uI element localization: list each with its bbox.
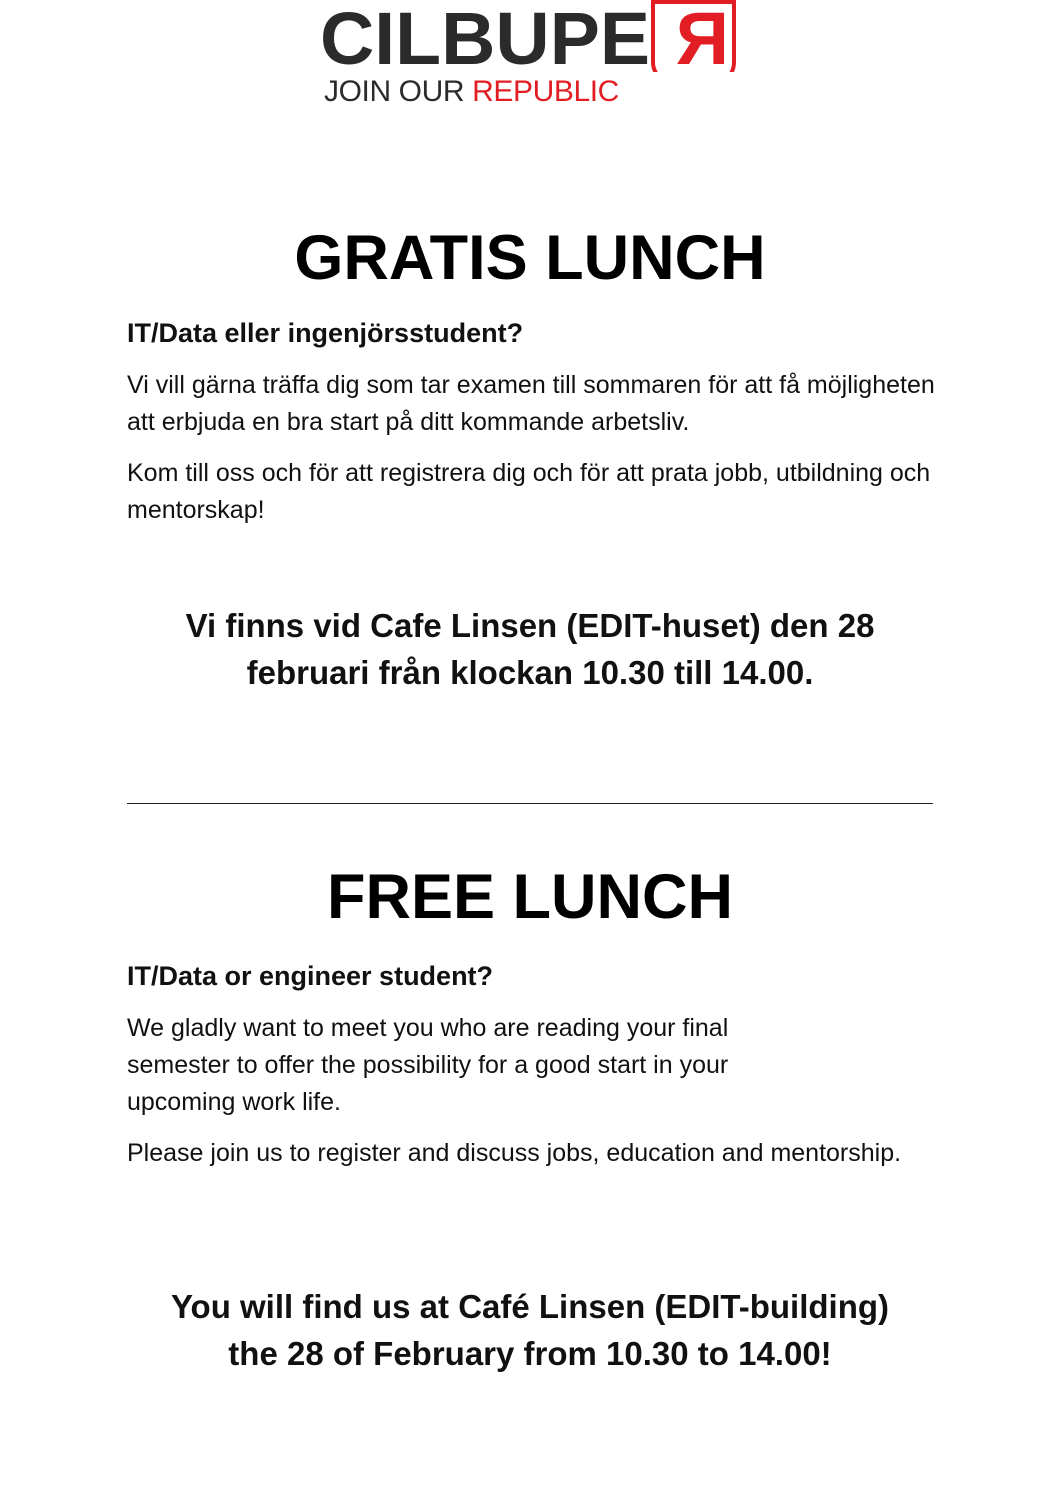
- swedish-heading: GRATIS LUNCH: [294, 223, 766, 293]
- tagline-prefix: JOIN OUR: [324, 75, 473, 108]
- english-paragraph-1-line-2: semester to offer the possibility for a good start in your: [127, 1051, 729, 1079]
- english-paragraph-1-line-3: upcoming work life.: [127, 1088, 341, 1116]
- english-paragraph-1-line-1: We gladly want to meet you who are reading your final: [127, 1014, 729, 1042]
- svg-text:CILBUPE: CILBUPE: [320, 0, 650, 72]
- svg-text:R: R: [675, 0, 729, 72]
- swedish-paragraph-2: Kom till oss och för att registrera dig och för att prata jobb, utbildning och mentorskap!: [127, 459, 931, 524]
- swedish-location: [80, 602, 980, 696]
- swedish-paragraph-1: Vi vill gärna träffa dig som tar examen till sommaren för att få möjligheten att erbjuda en bra start på ditt kommande arbetsliv.: [127, 371, 935, 436]
- english-paragraph-2: Please join us to register and discuss jobs, education and mentorship.: [127, 1139, 902, 1167]
- english-location-line-2: the 28 of February from 10.30 to 14.00!: [228, 1335, 832, 1372]
- logo-wordmark: [316, 0, 746, 72]
- tagline-accent: REPUBLIC: [472, 75, 619, 108]
- logo-tagline: [324, 74, 619, 110]
- english-location-line-1: You will find us at Café Linsen (EDIT-building): [170, 1288, 890, 1325]
- english-paragraph-1: [127, 1010, 957, 1121]
- section-divider: [127, 803, 933, 804]
- english-location: [80, 1283, 980, 1377]
- english-heading: FREE LUNCH: [327, 862, 733, 932]
- swedish-subheading: IT/Data eller ingenjörsstudent?: [127, 318, 524, 348]
- company-logo: [316, 0, 746, 112]
- swedish-location-line-2: februari från klockan 10.30 till 14.00.: [246, 654, 814, 691]
- swedish-location-line-1: Vi finns vid Cafe Linsen (EDIT-huset) den 28: [185, 607, 875, 644]
- english-subheading: IT/Data or engineer student?: [127, 961, 494, 991]
